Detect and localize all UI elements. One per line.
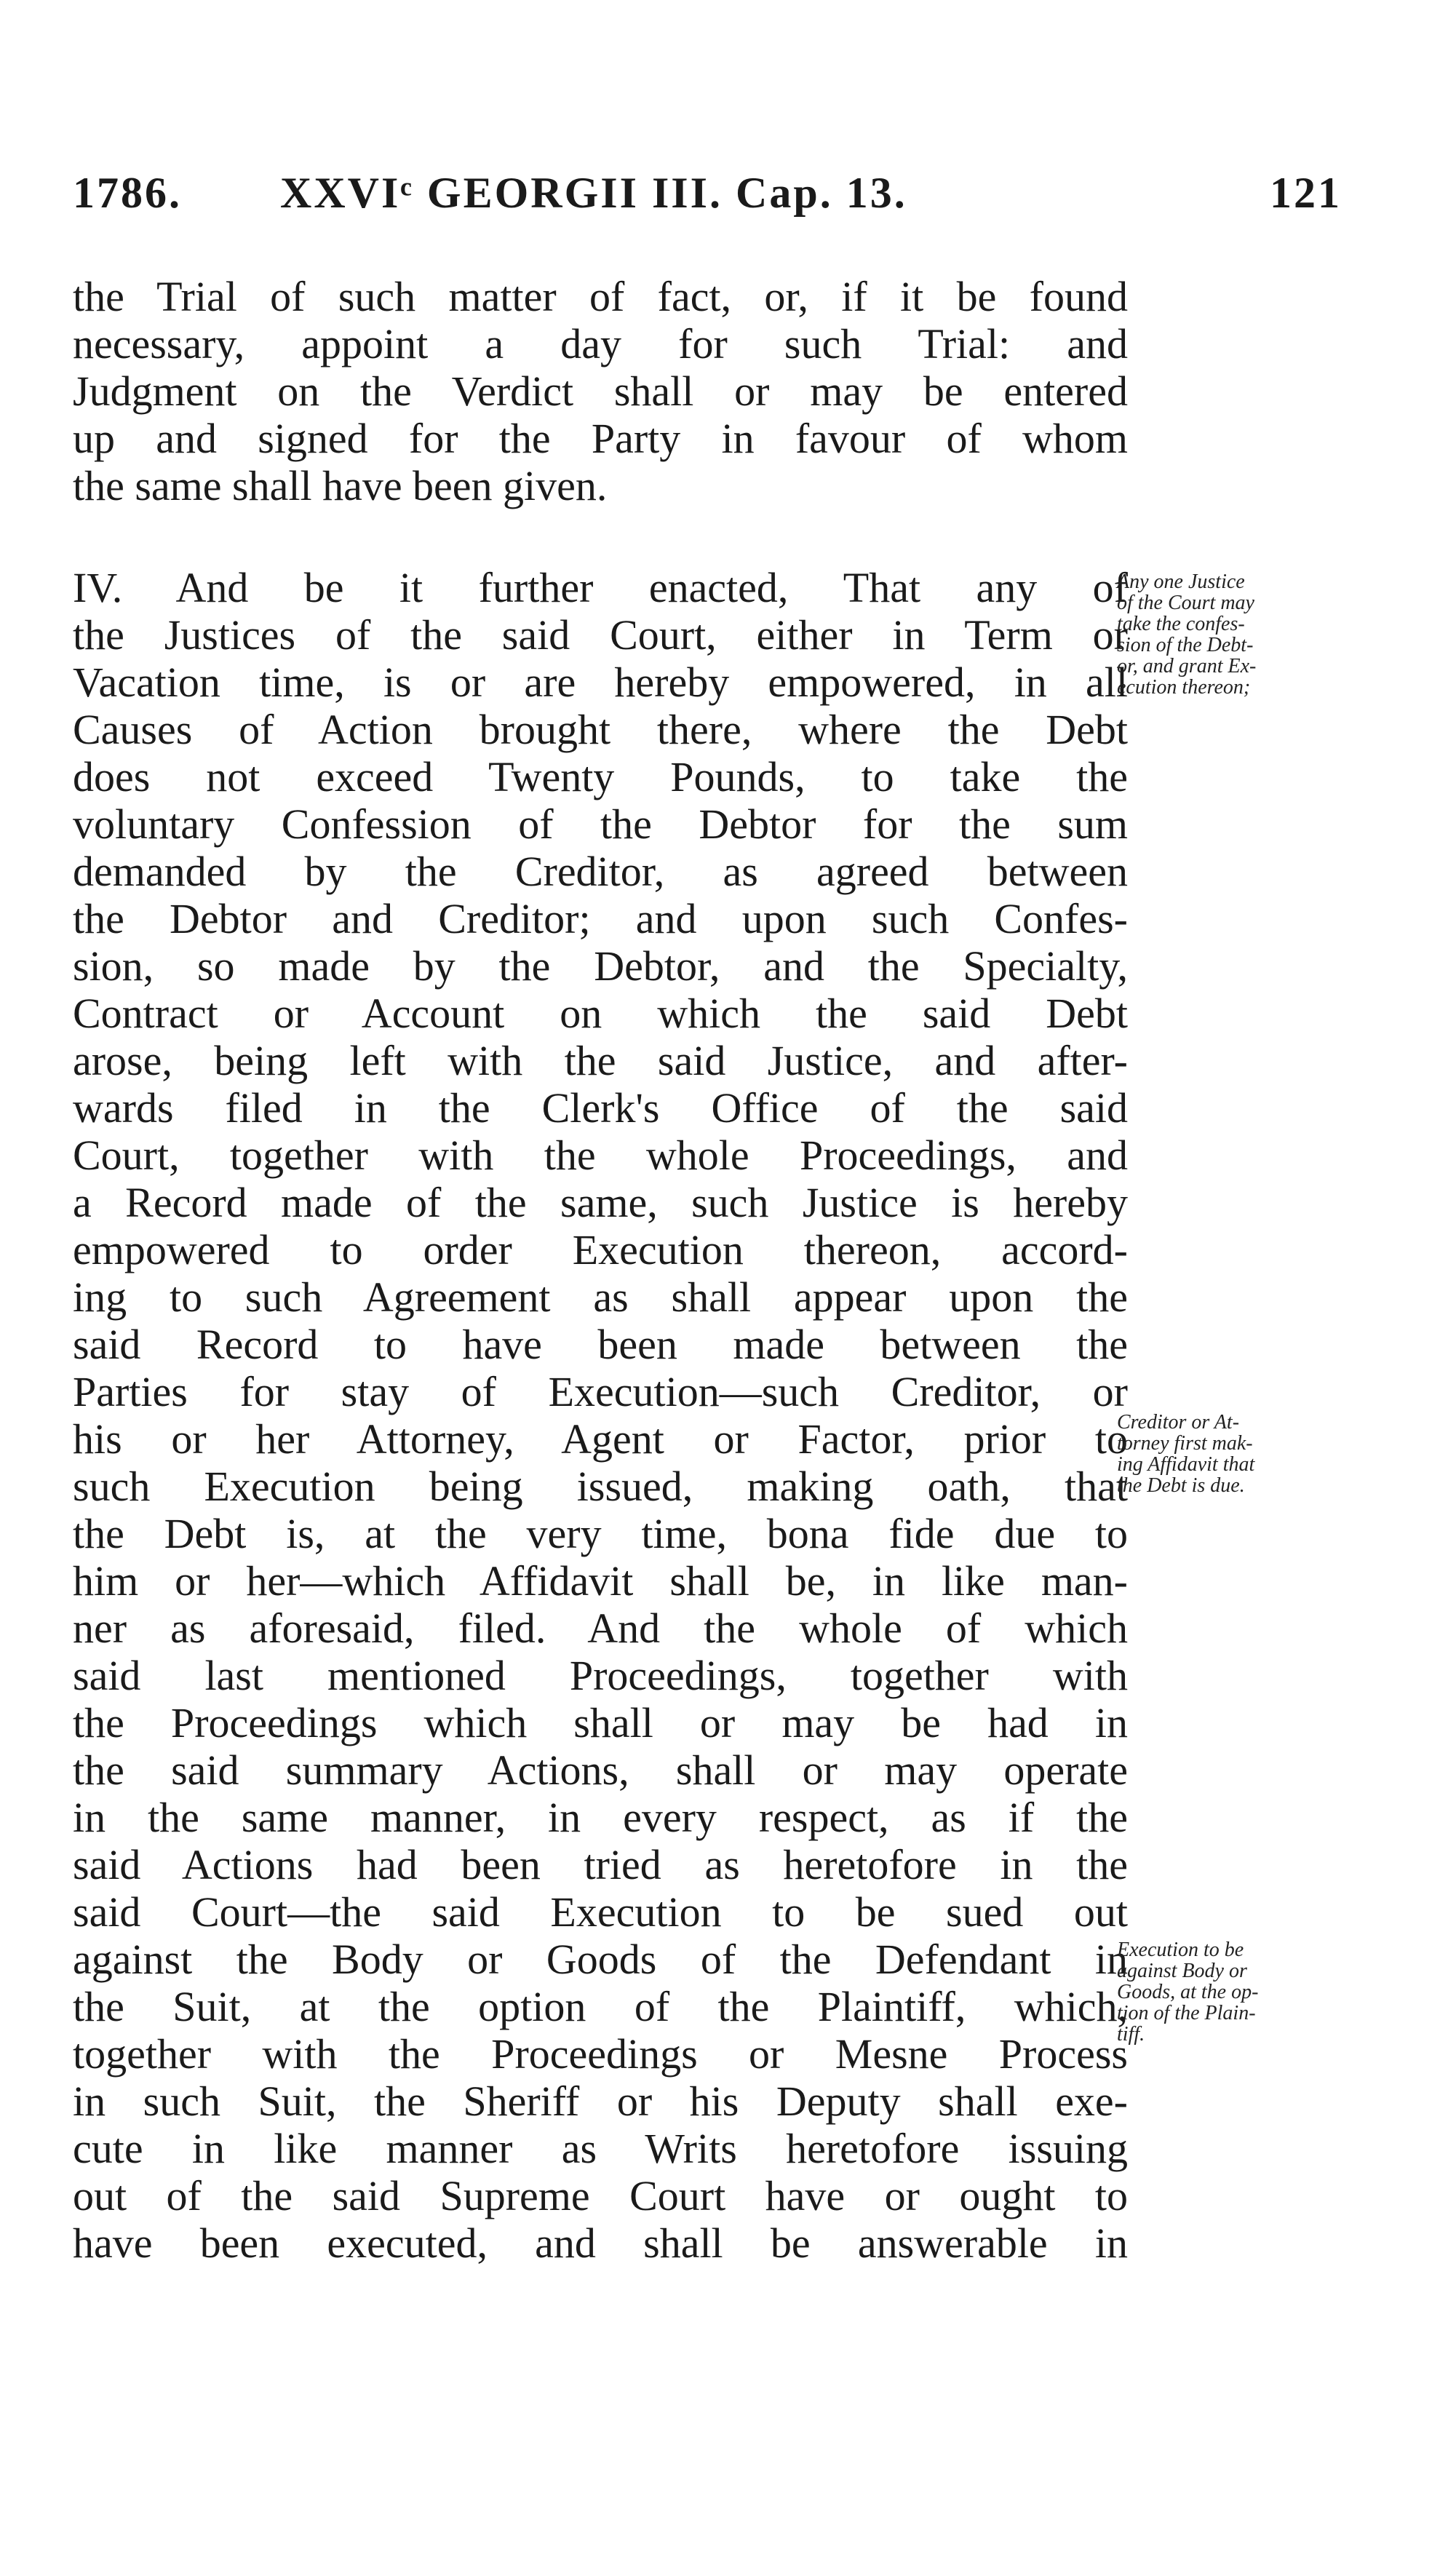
marginal-note-line: ecution thereon;	[1117, 676, 1251, 699]
marginal-note-line: or, and grant Ex-	[1117, 655, 1257, 677]
text-line: in the same manner, in every respect, as if the	[73, 1794, 1128, 1841]
marginal-note-line: Any one Justice	[1117, 571, 1245, 593]
text-line: said Record to have been made between the	[73, 1321, 1128, 1368]
text-line: in such Suit, the Sheriff or his Deputy shall exe-	[73, 2078, 1128, 2125]
text-line: together with the Proceedings or Mesne Process	[73, 2030, 1128, 2078]
running-header	[0, 0, 1448, 218]
text-line: demanded by the Creditor, as agreed between	[73, 848, 1128, 895]
marginal-note-line: Goods, at the op-	[1117, 1981, 1259, 2003]
text-line: the Debtor and Creditor; and upon such Confes-	[73, 895, 1128, 942]
text-line: arose, being left with the said Justice, and after-	[73, 1037, 1128, 1084]
text-line: sion, so made by the Debtor, and the Specialty,	[73, 942, 1128, 990]
marginal-note-line: ing Affidavit that	[1117, 1453, 1255, 1476]
text-line: such Execution being issued, making oath, that	[73, 1463, 1128, 1510]
header-year: 1786.	[73, 169, 182, 217]
text-line: his or her Attorney, Agent or Factor, prior to	[73, 1415, 1128, 1463]
text-line: the Justices of the said Court, either in Term or	[73, 611, 1128, 659]
text-line: does not exceed Twenty Pounds, to take the	[73, 753, 1128, 800]
marginal-note-execution	[1117, 1939, 1357, 2045]
marginal-note-affidavit	[1117, 1412, 1357, 1496]
text-line: empowered to order Execution thereon, accord-	[73, 1226, 1128, 1273]
text-line: wards filed in the Clerk's Office of the said	[73, 1084, 1128, 1132]
text-line: cute in like manner as Writs heretofore issuing	[73, 2125, 1128, 2172]
text-line: the Trial of such matter of fact, or, if it be found	[73, 273, 1128, 320]
page-number: 121	[1270, 169, 1342, 217]
text-line: out of the said Supreme Court have or ought to	[73, 2172, 1128, 2219]
marginal-note-line: take the confes-	[1117, 613, 1245, 635]
marginal-note-line: Execution to be	[1117, 1939, 1244, 1961]
text-line: ner as aforesaid, filed. And the whole of which	[73, 1605, 1128, 1652]
continuation-paragraph	[73, 273, 1128, 509]
text-line: the said summary Actions, shall or may operate	[73, 1746, 1128, 1794]
marginal-note-line: tiff.	[1117, 2023, 1145, 2046]
text-line: Contract or Account on which the said Debt	[73, 990, 1128, 1037]
text-line: said Actions had been tried as heretofore in the	[73, 1841, 1128, 1888]
text-line: the Proceedings which shall or may be had in	[73, 1699, 1128, 1746]
text-line: him or her—which Affidavit shall be, in like man-	[73, 1557, 1128, 1605]
text-line: against the Body or Goods of the Defendant in	[73, 1936, 1128, 1983]
text-line: the same shall have been given.	[73, 462, 608, 509]
text-line: necessary, appoint a day for such Trial: and	[73, 320, 1128, 367]
text-line: Parties for stay of Execution—such Creditor, or	[73, 1368, 1128, 1415]
section-iv-paragraph	[73, 564, 1128, 2267]
text-line: Causes of Action brought there, where the Debt	[73, 706, 1128, 753]
text-line: said Court—the said Execution to be sued out	[73, 1888, 1128, 1936]
marginal-note-line: torney first mak-	[1117, 1432, 1253, 1455]
text-line: the Debt is, at the very time, bona fide due to	[73, 1510, 1128, 1557]
text-line: a Record made of the same, such Justice is hereby	[73, 1179, 1128, 1226]
text-line: Court, together with the whole Proceedings, and	[73, 1132, 1128, 1179]
marginal-note-line: of the Court may	[1117, 592, 1254, 614]
text-line: the Suit, at the option of the Plaintiff, which,	[73, 1983, 1128, 2030]
text-line: IV. And be it further enacted, That any of	[73, 564, 1128, 611]
marginal-note-line: sion of the Debt-	[1117, 634, 1254, 656]
marginal-note-line: the Debt is due.	[1117, 1474, 1245, 1497]
marginal-note-line: tion of the Plain-	[1117, 2002, 1256, 2024]
text-line: have been executed, and shall be answerable in	[73, 2219, 1128, 2267]
text-line: said last mentioned Proceedings, together with	[73, 1652, 1128, 1699]
marginal-note-line: against Body or	[1117, 1960, 1247, 1982]
marginal-note-line: Creditor or At-	[1117, 1411, 1240, 1434]
text-line: Judgment on the Verdict shall or may be entered	[73, 367, 1128, 415]
marginal-note-justice-confession	[1117, 571, 1357, 698]
text-line: voluntary Confession of the Debtor for the sum	[73, 800, 1128, 848]
text-line: Vacation time, is or are hereby empowered, in all	[73, 659, 1128, 706]
header-title: XXVIᶜ GEORGII III. Cap. 13.	[280, 169, 907, 217]
text-line: ing to such Agreement as shall appear upon the	[73, 1273, 1128, 1321]
text-line: up and signed for the Party in favour of whom	[73, 415, 1128, 462]
